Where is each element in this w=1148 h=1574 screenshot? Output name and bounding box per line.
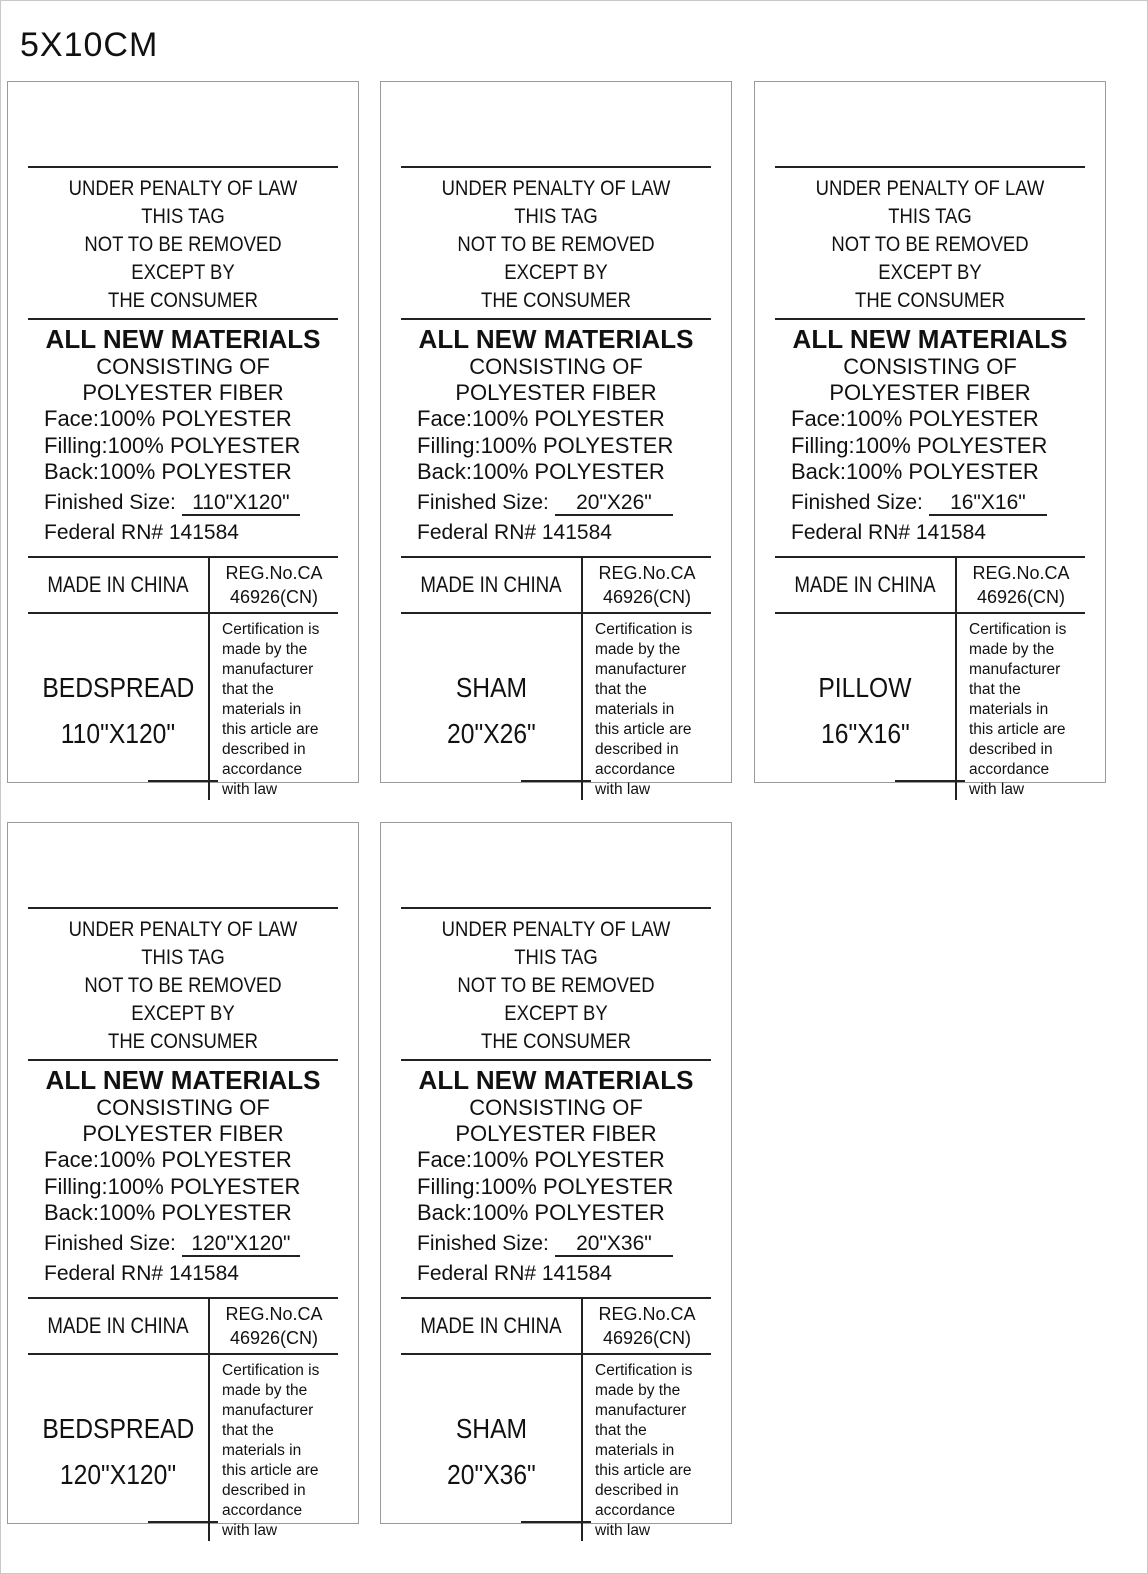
info-grid xyxy=(28,1297,338,1541)
warning-line: NOT TO BE REMOVED EXCEPT BY xyxy=(457,233,655,284)
fiber-type-line: POLYESTER FIBER xyxy=(455,1121,657,1146)
certification-line: accordance xyxy=(595,760,676,778)
certification-line: described in xyxy=(595,740,679,758)
materials-title: ALL NEW MATERIALS xyxy=(45,1065,321,1095)
warning-line: UNDER PENALTY OF LAW THIS TAG xyxy=(815,177,1045,228)
finished-size-line xyxy=(775,488,1085,518)
warning-line: NOT TO BE REMOVED EXCEPT BY xyxy=(457,974,655,1025)
certification-line: described in xyxy=(595,1481,679,1499)
bottom-mark xyxy=(521,780,591,782)
filling-content: Filling:100% POLYESTER xyxy=(44,1173,301,1199)
product-name: BEDSPREAD xyxy=(42,671,194,703)
warning-line: THE CONSUMER xyxy=(108,1030,258,1053)
materials-title: ALL NEW MATERIALS xyxy=(45,324,321,354)
certification-line: that the xyxy=(222,1421,274,1439)
warning-line: NOT TO BE REMOVED EXCEPT BY xyxy=(84,974,282,1025)
certification-line: this article are xyxy=(222,720,319,738)
reg-line: REG.No.CA xyxy=(598,562,696,583)
finished-size-line xyxy=(28,488,338,518)
back-content: Back:100% POLYESTER xyxy=(417,459,665,484)
label-tag xyxy=(754,81,1106,798)
certification-line: materials in xyxy=(222,700,302,718)
warning-line: UNDER PENALTY OF LAW THIS TAG xyxy=(441,918,671,969)
certification-line: manufacturer xyxy=(595,660,687,678)
warning-text xyxy=(794,168,1067,318)
warning-line: NOT TO BE REMOVED EXCEPT BY xyxy=(84,233,282,284)
warning-block xyxy=(28,909,338,1061)
face-content: Face:100% POLYESTER xyxy=(417,1147,665,1172)
finished-size-label: Finished Size: xyxy=(417,490,549,514)
certification-line: materials in xyxy=(969,700,1049,718)
product-name: SHAM xyxy=(455,1412,527,1444)
consisting-line: CONSISTING OF xyxy=(469,354,643,379)
certification-text xyxy=(222,1361,338,1541)
finished-size-value: 20"X36" xyxy=(555,1233,673,1257)
tag-content xyxy=(28,907,338,1541)
federal-rn: Federal RN# 141584 xyxy=(417,520,612,544)
reg-line: REG.No.CA xyxy=(225,562,323,583)
reg-line: 46926(CN) xyxy=(602,1327,692,1348)
label-tag xyxy=(7,822,359,1539)
made-in-label: MADE IN CHINA xyxy=(47,1312,189,1338)
made-in-label: MADE IN CHINA xyxy=(420,571,562,597)
certification-text xyxy=(595,620,711,800)
fiber-content xyxy=(775,406,1085,486)
certification-line: this article are xyxy=(595,1461,692,1479)
certification-line: materials in xyxy=(595,1441,675,1459)
finished-size-label: Finished Size: xyxy=(44,490,176,514)
materials-title: ALL NEW MATERIALS xyxy=(792,324,1068,354)
finished-size-value: 110"X120" xyxy=(182,492,300,516)
back-content: Back:100% POLYESTER xyxy=(44,1200,292,1225)
warning-line: THE CONSUMER xyxy=(855,289,1005,312)
bottom-mark xyxy=(521,1521,591,1523)
certification-line: manufacturer xyxy=(222,1401,314,1419)
certification-line: materials in xyxy=(222,1441,302,1459)
reg-line: REG.No.CA xyxy=(972,562,1070,583)
certification-line: with law xyxy=(595,780,651,798)
warning-block xyxy=(401,168,711,320)
fiber-type-line: POLYESTER FIBER xyxy=(82,380,284,405)
materials-title: ALL NEW MATERIALS xyxy=(418,324,694,354)
warning-block xyxy=(775,168,1085,320)
face-content: Face:100% POLYESTER xyxy=(44,406,292,431)
finished-size-line xyxy=(401,488,711,518)
reg-line: REG.No.CA xyxy=(225,1303,323,1324)
certification-line: that the xyxy=(595,680,647,698)
warning-line: UNDER PENALTY OF LAW THIS TAG xyxy=(441,177,671,228)
certification-line: Certification is xyxy=(595,620,693,638)
filling-content: Filling:100% POLYESTER xyxy=(791,432,1048,458)
filling-content: Filling:100% POLYESTER xyxy=(417,432,674,458)
tag-content xyxy=(28,166,338,800)
certification-line: that the xyxy=(222,680,274,698)
certification-line: Certification is xyxy=(595,1361,693,1379)
certification-line: with law xyxy=(222,780,278,798)
product-name: SHAM xyxy=(455,671,527,703)
warning-line: UNDER PENALTY OF LAW THIS TAG xyxy=(68,177,298,228)
warning-text xyxy=(47,909,320,1059)
product-block xyxy=(401,1355,581,1541)
product-block xyxy=(28,614,208,800)
consisting-line: CONSISTING OF xyxy=(843,354,1017,379)
warning-text xyxy=(47,168,320,318)
certification-line: made by the xyxy=(595,1381,681,1399)
certification-line: described in xyxy=(222,740,306,758)
certification-line: accordance xyxy=(595,1501,676,1519)
bottom-mark xyxy=(148,1521,218,1523)
back-content: Back:100% POLYESTER xyxy=(791,459,1039,484)
info-grid xyxy=(775,556,1085,800)
fiber-content xyxy=(401,406,711,486)
bottom-mark xyxy=(895,780,965,782)
finished-size-value: 120"X120" xyxy=(182,1233,300,1257)
label-tag xyxy=(380,81,732,798)
label-tag xyxy=(7,81,359,798)
finished-size-label: Finished Size: xyxy=(44,1231,176,1255)
product-size: 20"X36" xyxy=(446,1458,536,1490)
certification-line: manufacturer xyxy=(969,660,1061,678)
certification-line: materials in xyxy=(595,700,675,718)
product-block xyxy=(775,614,955,800)
certification-line: manufacturer xyxy=(222,660,314,678)
finished-size-value: 20"X26" xyxy=(555,492,673,516)
certification-line: this article are xyxy=(969,720,1066,738)
certification-line: described in xyxy=(969,740,1053,758)
face-content: Face:100% POLYESTER xyxy=(44,1147,292,1172)
certification-line: made by the xyxy=(222,640,308,658)
warning-block xyxy=(401,909,711,1061)
info-grid xyxy=(28,556,338,800)
federal-rn: Federal RN# 141584 xyxy=(791,520,986,544)
info-grid xyxy=(401,1297,711,1541)
certification-line: Certification is xyxy=(222,620,320,638)
certification-line: that the xyxy=(969,680,1021,698)
certification-line: made by the xyxy=(595,640,681,658)
reg-line: 46926(CN) xyxy=(976,586,1066,607)
registration-number xyxy=(210,1299,338,1353)
certification-line: Certification is xyxy=(969,620,1067,638)
certification-line: made by the xyxy=(222,1381,308,1399)
fiber-type-line: POLYESTER FIBER xyxy=(455,380,657,405)
product-name: BEDSPREAD xyxy=(42,1412,194,1444)
warning-line: THE CONSUMER xyxy=(108,289,258,312)
bottom-mark xyxy=(148,780,218,782)
tag-content xyxy=(775,166,1085,800)
product-size: 16"X16" xyxy=(820,717,910,749)
federal-rn: Federal RN# 141584 xyxy=(417,1261,612,1285)
certification-text xyxy=(595,1361,711,1541)
product-size: 110"X120" xyxy=(60,717,176,749)
certification-line: this article are xyxy=(595,720,692,738)
certification-line: Certification is xyxy=(222,1361,320,1379)
filling-content: Filling:100% POLYESTER xyxy=(417,1173,674,1199)
finished-size-label: Finished Size: xyxy=(417,1231,549,1255)
finished-size-value: 16"X16" xyxy=(929,492,1047,516)
product-block xyxy=(28,1355,208,1541)
certification-line: made by the xyxy=(969,640,1055,658)
product-size: 120"X120" xyxy=(59,1458,177,1490)
info-grid xyxy=(401,556,711,800)
back-content: Back:100% POLYESTER xyxy=(44,459,292,484)
finished-size-line xyxy=(401,1229,711,1259)
certification-text xyxy=(969,620,1085,800)
reg-line: REG.No.CA xyxy=(598,1303,696,1324)
registration-number xyxy=(210,558,338,612)
fiber-content xyxy=(28,1147,338,1227)
certification-line: with law xyxy=(595,1521,651,1539)
registration-number xyxy=(957,558,1085,612)
warning-line: THE CONSUMER xyxy=(481,289,631,312)
consisting-line: CONSISTING OF xyxy=(96,1095,270,1120)
label-tag xyxy=(380,822,732,1539)
reg-line: 46926(CN) xyxy=(229,1327,319,1348)
tag-content xyxy=(401,166,711,800)
tag-content xyxy=(401,907,711,1541)
finished-size-label: Finished Size: xyxy=(791,490,923,514)
certification-text xyxy=(222,620,338,800)
back-content: Back:100% POLYESTER xyxy=(417,1200,665,1225)
size-heading: 5X10CM xyxy=(20,26,159,64)
certification-line: accordance xyxy=(969,760,1050,778)
registration-number xyxy=(583,1299,711,1353)
warning-line: THE CONSUMER xyxy=(481,1030,631,1053)
product-size: 20"X26" xyxy=(446,717,536,749)
warning-text xyxy=(420,909,693,1059)
product-name: PILLOW xyxy=(818,671,912,703)
made-in-label: MADE IN CHINA xyxy=(420,1312,562,1338)
federal-rn: Federal RN# 141584 xyxy=(44,1261,239,1285)
warning-block xyxy=(28,168,338,320)
certification-line: manufacturer xyxy=(595,1401,687,1419)
certification-line: described in xyxy=(222,1481,306,1499)
warning-line: UNDER PENALTY OF LAW THIS TAG xyxy=(68,918,298,969)
fiber-type-line: POLYESTER FIBER xyxy=(82,1121,284,1146)
certification-line: accordance xyxy=(222,1501,303,1519)
certification-line: with law xyxy=(222,1521,278,1539)
face-content: Face:100% POLYESTER xyxy=(417,406,665,431)
fiber-content xyxy=(401,1147,711,1227)
certification-line: this article are xyxy=(222,1461,319,1479)
certification-line: with law xyxy=(969,780,1025,798)
fiber-content xyxy=(28,406,338,486)
product-block xyxy=(401,614,581,800)
made-in-label: MADE IN CHINA xyxy=(47,571,189,597)
finished-size-line xyxy=(28,1229,338,1259)
fiber-type-line: POLYESTER FIBER xyxy=(829,380,1031,405)
made-in-label: MADE IN CHINA xyxy=(794,571,936,597)
face-content: Face:100% POLYESTER xyxy=(791,406,1039,431)
registration-number xyxy=(583,558,711,612)
consisting-line: CONSISTING OF xyxy=(96,354,270,379)
consisting-line: CONSISTING OF xyxy=(469,1095,643,1120)
certification-line: that the xyxy=(595,1421,647,1439)
reg-line: 46926(CN) xyxy=(602,586,692,607)
warning-line: NOT TO BE REMOVED EXCEPT BY xyxy=(831,233,1029,284)
federal-rn: Federal RN# 141584 xyxy=(44,520,239,544)
reg-line: 46926(CN) xyxy=(229,586,319,607)
warning-text xyxy=(420,168,693,318)
certification-line: accordance xyxy=(222,760,303,778)
filling-content: Filling:100% POLYESTER xyxy=(44,432,301,458)
materials-title: ALL NEW MATERIALS xyxy=(418,1065,694,1095)
